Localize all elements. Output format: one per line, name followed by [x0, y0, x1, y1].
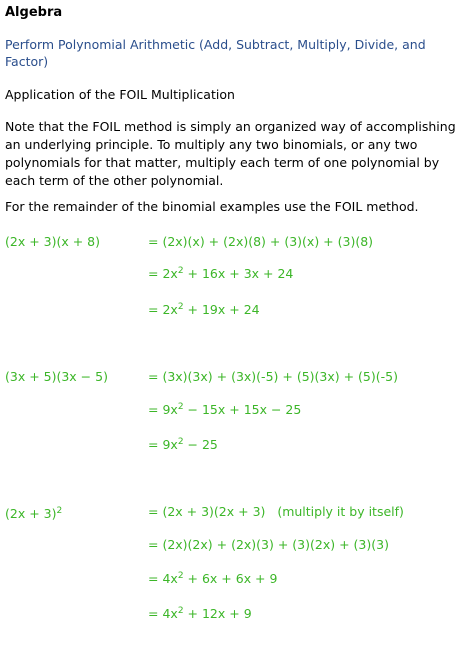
page-title: Algebra	[5, 5, 63, 20]
example-1-step-3: = $2x^2 + 19x + 24$	[148, 302, 260, 317]
example-3-step-2: = (2x)(2x) + (2x)(3) + (3)(2x) + (3)(3)	[148, 537, 389, 552]
example-2-step-3: = $9x^2 - 25$	[148, 437, 218, 452]
section-subtitle: Perform Polynomial Arithmetic (Add, Subtract, Multiply, Divide, and Factor)	[5, 37, 426, 69]
example-3-expression: $(2x + 3)^2$	[5, 506, 63, 521]
example-2-step-1: = (3x)(3x) + (3x)(-5) + (5)(3x) + (5)(-5)	[148, 369, 398, 384]
example-3-step-4: = $4x^2 + 12x + 9$	[148, 606, 252, 621]
example-1-step-2: = $2x^2 + 16x + 3x + 24$	[148, 266, 294, 281]
example-3-step-1: = (2x + 3)(2x + 3) (multiply it by itself)	[148, 504, 404, 519]
example-2-expression: (3x + 5)(3x − 5)	[5, 369, 108, 384]
example-2-step-2: = $9x^2 - 15x + 15x - 25$	[148, 402, 302, 417]
explanation-paragraph: Note that the FOIL method is simply an organized way of accomplishing an underlying principle. To multiply any two binomials, or any two polynomials for that matter, multiply each term of one polynomial by each term of the other polynomial.	[5, 119, 456, 188]
example-1-expression: (2x + 3)(x + 8)	[5, 234, 101, 249]
intro-text: For the remainder of the binomial examples use the FOIL method.	[5, 199, 419, 214]
topic-heading: Application of the FOIL Multiplication	[5, 87, 235, 102]
example-3-step-3: = $4x^2 + 6x + 6x + 9$	[148, 571, 278, 586]
example-1-step-1: = (2x)(x) + (2x)(8) + (3)(x) + (3)(8)	[148, 234, 374, 249]
